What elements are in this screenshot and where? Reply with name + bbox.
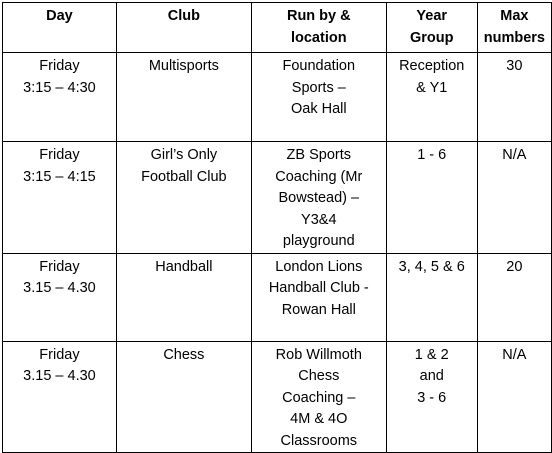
cell-line: Multisports <box>148 58 219 74</box>
cell-line: Friday <box>39 346 80 363</box>
header-max-numbers-line-1: Max <box>500 8 529 24</box>
table-row <box>3 253 552 341</box>
cell-club <box>116 341 251 453</box>
cell-line: Girl’s Only <box>150 147 218 163</box>
cell-line: Handball <box>155 258 213 275</box>
table-row <box>3 341 552 453</box>
cell-run-by <box>251 53 386 142</box>
cell-line: 1 - 6 <box>417 147 447 163</box>
cell-line: Y3&4 <box>301 211 337 228</box>
cell-line: Reception <box>399 58 465 74</box>
header-club-text: Club <box>167 8 200 24</box>
cell-day <box>3 53 117 142</box>
header-max-numbers <box>477 3 551 53</box>
cell-year-group <box>386 253 477 341</box>
cell-line: Friday <box>39 58 80 74</box>
cell-line: Coaching (Mr <box>275 168 363 185</box>
header-year-group-line-1: Year <box>416 8 448 24</box>
cell-line: Rowan Hall <box>281 301 356 318</box>
cell-run-by <box>251 142 386 254</box>
cell-line: 3:15 – 4:30 <box>23 79 96 96</box>
table-row <box>3 142 552 254</box>
cell-line: Football Club <box>141 168 227 185</box>
cell-year-group <box>386 341 477 453</box>
cell-line: N/A <box>502 346 527 363</box>
cell-club <box>116 142 251 254</box>
table-row <box>3 53 552 142</box>
cell-line: ZB Sports <box>286 147 352 163</box>
cell-club <box>116 53 251 142</box>
header-day <box>3 3 117 53</box>
header-run-by <box>251 3 386 53</box>
clubs-table <box>2 2 552 453</box>
cell-line: 3 - 6 <box>417 389 447 406</box>
header-day-text: Day <box>46 8 73 24</box>
header-max-numbers-line-2: numbers <box>483 29 545 46</box>
cell-day <box>3 253 117 341</box>
cell-line: Handball Club - <box>268 280 369 296</box>
cell-line: Bowstead) – <box>278 190 360 206</box>
cell-line: 3, 4, 5 & 6 <box>398 258 465 275</box>
cell-line: Coaching – <box>282 389 356 406</box>
table-header-row <box>3 3 552 53</box>
header-club <box>116 3 251 53</box>
cell-day <box>3 341 117 453</box>
header-run-by-line-1: Run by & <box>286 8 351 24</box>
cell-max <box>477 142 551 254</box>
cell-line: Rob Willmoth <box>275 346 362 363</box>
cell-club <box>116 253 251 341</box>
cell-line: Friday <box>39 258 80 275</box>
cell-line: Chess <box>298 368 340 384</box>
header-year-group-line-2: Group <box>409 29 454 46</box>
cell-max <box>477 253 551 341</box>
cell-line: N/A <box>502 147 527 163</box>
cell-line: Chess <box>163 346 205 363</box>
cell-line: & Y1 <box>416 79 448 96</box>
cell-run-by <box>251 253 386 341</box>
cell-year-group <box>386 53 477 142</box>
cell-line: 3:15 – 4:15 <box>23 168 96 185</box>
cell-line: 3.15 – 4.30 <box>23 368 96 384</box>
cell-line: 30 <box>506 58 523 74</box>
cell-max <box>477 53 551 142</box>
cell-line: 4M & 4O <box>290 411 348 427</box>
cell-line: and <box>419 368 444 384</box>
cell-run-by <box>251 341 386 453</box>
cell-day <box>3 142 117 254</box>
cell-year-group <box>386 142 477 254</box>
cell-line: 1 & 2 <box>414 346 449 363</box>
cell-line: Oak Hall <box>290 101 347 117</box>
cell-line: Foundation <box>282 58 356 74</box>
cell-line: Classrooms <box>280 432 358 449</box>
cell-line: playground <box>282 233 355 249</box>
cell-line: London Lions <box>275 258 363 275</box>
cell-line: Sports – <box>291 79 346 96</box>
cell-max <box>477 341 551 453</box>
header-run-by-line-2: location <box>290 29 347 46</box>
cell-line: 20 <box>506 258 523 275</box>
header-year-group <box>386 3 477 53</box>
cell-line: Friday <box>39 147 80 163</box>
cell-line: 3.15 – 4.30 <box>23 280 96 296</box>
